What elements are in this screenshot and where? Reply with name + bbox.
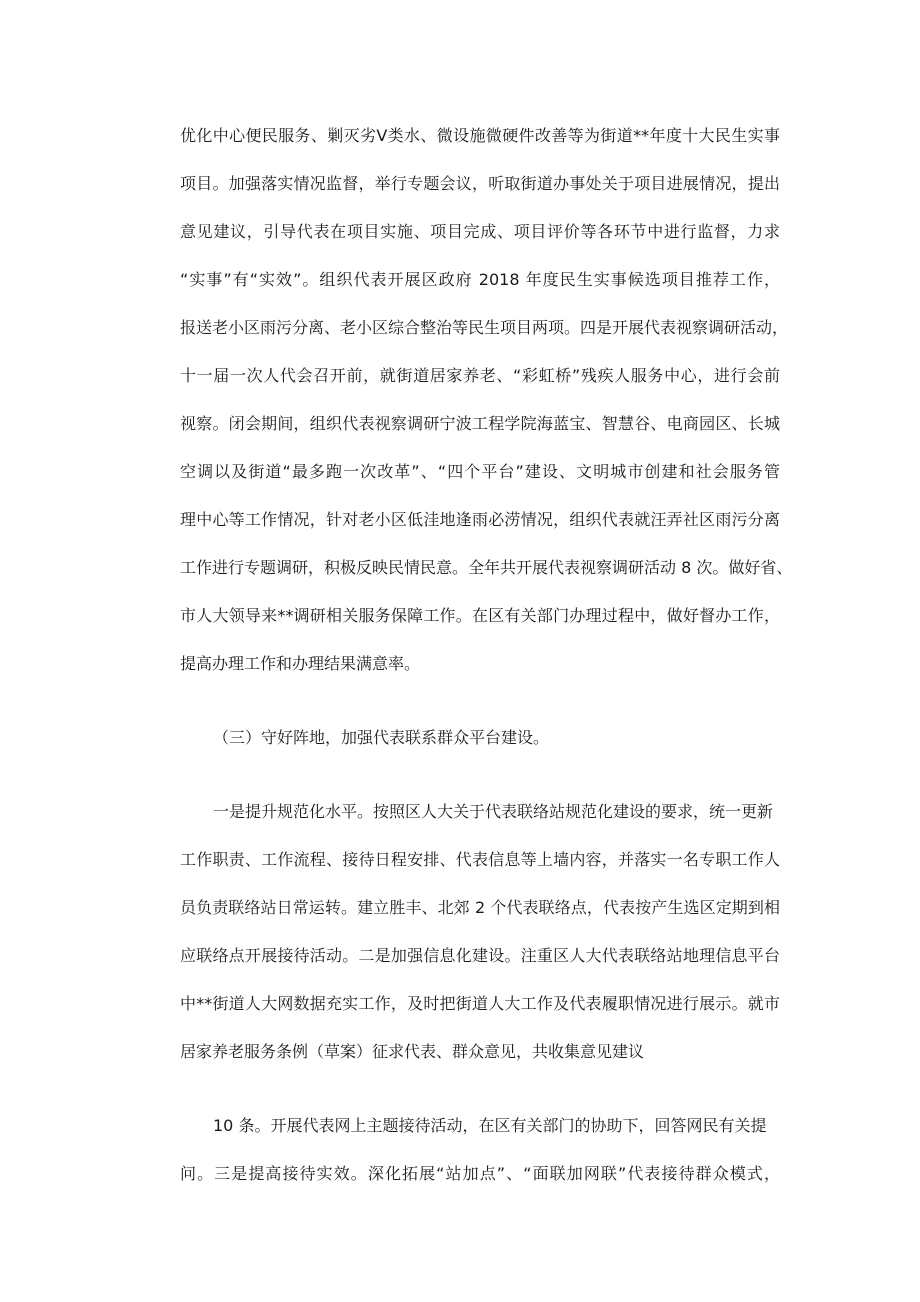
text-line: 意见建议，引导代表在项目实施、项目完成、项目评价等各环节中进行监督，力求 bbox=[180, 222, 780, 241]
text-line: 员负责联络站日常运转。建立胜丰、北郊 2 个代表联络点，代表按产生选区定期到相 bbox=[180, 898, 780, 917]
text-line: 居家养老服务条例（草案）征求代表、群众意见，共收集意见建议 bbox=[180, 1042, 645, 1061]
text-line: 提高办理工作和办理结果满意率。 bbox=[180, 654, 421, 673]
text-line: 10 条。开展代表网上主题接待活动，在区有关部门的协助下，回答网民有关提 bbox=[213, 1116, 767, 1135]
text-line: 空调以及街道“最多跑一次改革”、“四个平台”建设、文明城市创建和社会服务管 bbox=[180, 462, 780, 481]
text-line: 一是提升规范化水平。按照区人大关于代表联络站规范化建设的要求，统一更新 bbox=[213, 802, 774, 821]
text-line: 视察。闭会期间，组织代表视察调研宁波工程学院海蓝宝、智慧谷、电商园区、长城 bbox=[180, 414, 780, 433]
text-line: 中**街道人大网数据充实工作，及时把街道人大工作及代表履职情况进行展示。就市 bbox=[180, 994, 780, 1013]
text-line: 工作职责、工作流程、接待日程安排、代表信息等上墙内容，并落实一名专职工作人 bbox=[180, 850, 780, 869]
text-line: “实事”有“实效”。组织代表开展区政府 2018 年度民生实事候选项目推荐工作， bbox=[180, 270, 780, 289]
section-heading: （三）守好阵地，加强代表联系群众平台建设。 bbox=[213, 728, 550, 747]
text-line: 优化中心便民服务、剿灭劣Ⅴ类水、微设施微硬件改善等为街道**年度十大民生实事 bbox=[180, 126, 780, 145]
text-line: 应联络点开展接待活动。二是加强信息化建设。注重区人大代表联络站地理信息平台 bbox=[180, 946, 780, 965]
text-line: 理中心等工作情况，针对老小区低洼地逢雨必涝情况，组织代表就汪弄社区雨污分离 bbox=[180, 510, 780, 529]
text-line: 报送老小区雨污分离、老小区综合整治等民生项目两项。四是开展代表视察调研活动， bbox=[180, 318, 789, 337]
text-line: 市人大领导来**调研相关服务保障工作。在区有关部门办理过程中，做好督办工作， bbox=[180, 606, 780, 625]
text-line: 工作进行专题调研，积极反映民情民意。全年共开展代表视察调研活动 8 次。做好省、 bbox=[180, 558, 793, 577]
text-line: 项目。加强落实情况监督，举行专题会议，听取街道办事处关于项目进展情况，提出 bbox=[180, 174, 780, 193]
text-line: 问。三是提高接待实效。深化拓展“站加点”、“面联加网联”代表接待群众模式， bbox=[180, 1164, 780, 1183]
text-line: 十一届一次人代会召开前，就街道居家养老、“彩虹桥”残疾人服务中心，进行会前 bbox=[180, 366, 780, 385]
